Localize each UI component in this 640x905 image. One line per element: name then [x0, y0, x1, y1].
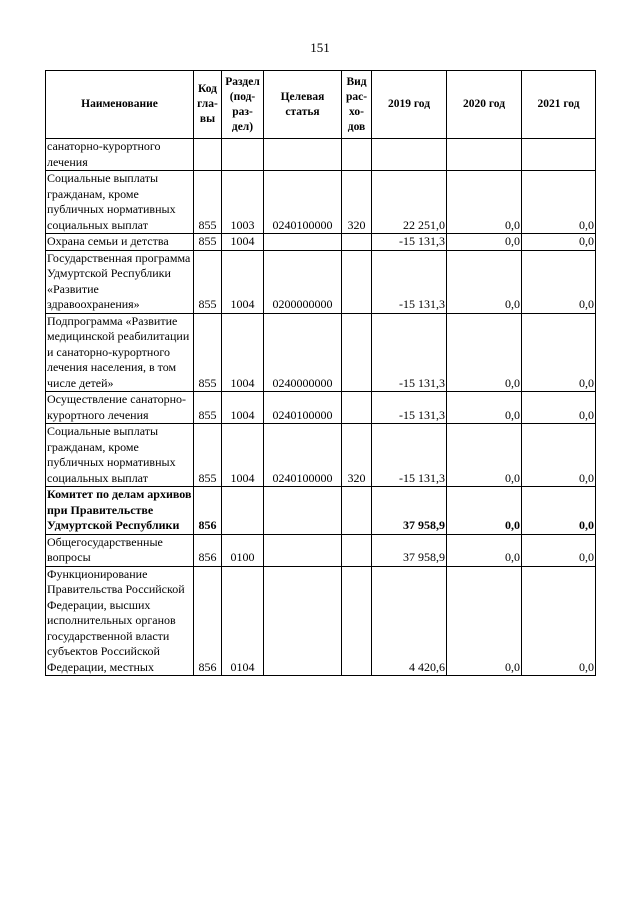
cell-2020: 0,0 — [447, 487, 522, 535]
cell-type — [342, 487, 372, 535]
cell-2021: 0,0 — [522, 171, 596, 234]
table-row — [46, 566, 596, 676]
header-2019: 2019 год — [372, 71, 447, 139]
cell-target — [264, 487, 342, 535]
cell-section: 1004 — [222, 250, 264, 313]
cell-target: 0200000000 — [264, 250, 342, 313]
table-row — [46, 313, 596, 392]
cell-code: 855 — [194, 171, 222, 234]
table-row — [46, 534, 596, 566]
cell-target — [264, 139, 342, 171]
cell-2021: 0,0 — [522, 250, 596, 313]
cell-2019: -15 131,3 — [372, 424, 447, 487]
cell-section: 1003 — [222, 171, 264, 234]
cell-type — [342, 250, 372, 313]
cell-section: 0100 — [222, 534, 264, 566]
cell-2021: 0,0 — [522, 313, 596, 392]
cell-name: Охрана семьи и детства — [46, 234, 194, 251]
cell-name: санаторно-курортного лечения — [46, 139, 194, 171]
cell-2019: -15 131,3 — [372, 234, 447, 251]
table-row — [46, 171, 596, 234]
cell-type — [342, 566, 372, 676]
cell-2019: 22 251,0 — [372, 171, 447, 234]
cell-name: Государственная программа Удмуртской Республики «Развитие здравоохранения» — [46, 250, 194, 313]
cell-section: 1004 — [222, 424, 264, 487]
cell-2021: 0,0 — [522, 534, 596, 566]
cell-name: Общегосударственные вопросы — [46, 534, 194, 566]
cell-2019: -15 131,3 — [372, 313, 447, 392]
cell-2020 — [447, 139, 522, 171]
cell-name: Подпрограмма «Развитие медицинской реабилитации и санаторно-курортного лечения населения, в том числе детей» — [46, 313, 194, 392]
header-target: Целевая статья — [264, 71, 342, 139]
cell-name: Осуществление санаторно-курортного лечения — [46, 392, 194, 424]
cell-code: 855 — [194, 424, 222, 487]
cell-target: 0240100000 — [264, 392, 342, 424]
cell-2020: 0,0 — [447, 234, 522, 251]
cell-target — [264, 234, 342, 251]
cell-section: 1004 — [222, 392, 264, 424]
cell-code: 856 — [194, 566, 222, 676]
cell-2021: 0,0 — [522, 487, 596, 535]
cell-2020: 0,0 — [447, 566, 522, 676]
cell-section: 0104 — [222, 566, 264, 676]
cell-section: 1004 — [222, 313, 264, 392]
cell-target: 0240100000 — [264, 171, 342, 234]
cell-2020: 0,0 — [447, 392, 522, 424]
cell-2021: 0,0 — [522, 566, 596, 676]
header-type: Вид рас-хо-дов — [342, 71, 372, 139]
cell-type: 320 — [342, 171, 372, 234]
cell-type — [342, 313, 372, 392]
cell-type — [342, 534, 372, 566]
cell-type — [342, 139, 372, 171]
cell-code: 855 — [194, 392, 222, 424]
table-row — [46, 250, 596, 313]
cell-2019 — [372, 139, 447, 171]
header-2021: 2021 год — [522, 71, 596, 139]
table-header-row — [46, 71, 596, 139]
budget-table — [45, 70, 596, 676]
cell-code: 856 — [194, 534, 222, 566]
cell-name: Комитет по делам архивов при Правительстве Удмуртской Республики — [46, 487, 194, 535]
table-row — [46, 234, 596, 251]
cell-code: 855 — [194, 313, 222, 392]
cell-2019: -15 131,3 — [372, 392, 447, 424]
cell-target: 0240000000 — [264, 313, 342, 392]
cell-type — [342, 234, 372, 251]
cell-2021: 0,0 — [522, 424, 596, 487]
cell-2020: 0,0 — [447, 313, 522, 392]
table-row — [46, 487, 596, 535]
cell-2020: 0,0 — [447, 171, 522, 234]
cell-code — [194, 139, 222, 171]
cell-2021: 0,0 — [522, 392, 596, 424]
header-code: Код гла-вы — [194, 71, 222, 139]
cell-type — [342, 392, 372, 424]
cell-code: 856 — [194, 487, 222, 535]
cell-target — [264, 566, 342, 676]
cell-2019: 4 420,6 — [372, 566, 447, 676]
cell-name: Социальные выплаты гражданам, кроме публичных нормативных социальных выплат — [46, 171, 194, 234]
cell-2019: -15 131,3 — [372, 250, 447, 313]
cell-2021 — [522, 139, 596, 171]
cell-2021: 0,0 — [522, 234, 596, 251]
cell-code: 855 — [194, 234, 222, 251]
table-row — [46, 424, 596, 487]
table-row — [46, 392, 596, 424]
cell-2020: 0,0 — [447, 250, 522, 313]
cell-type: 320 — [342, 424, 372, 487]
cell-2019: 37 958,9 — [372, 534, 447, 566]
cell-section: 1004 — [222, 234, 264, 251]
cell-target — [264, 534, 342, 566]
cell-target: 0240100000 — [264, 424, 342, 487]
cell-name: Социальные выплаты гражданам, кроме публичных нормативных социальных выплат — [46, 424, 194, 487]
header-name: Наименование — [46, 71, 194, 139]
table-body — [46, 139, 596, 676]
cell-2020: 0,0 — [447, 424, 522, 487]
cell-code: 855 — [194, 250, 222, 313]
cell-section — [222, 139, 264, 171]
cell-section — [222, 487, 264, 535]
header-section: Раздел (под-раз-дел) — [222, 71, 264, 139]
cell-name: Функционирование Правительства Российской Федерации, высших исполнительных органов государственной власти субъектов Российской Федерации, местных — [46, 566, 194, 676]
cell-2020: 0,0 — [447, 534, 522, 566]
cell-2019: 37 958,9 — [372, 487, 447, 535]
header-2020: 2020 год — [447, 71, 522, 139]
page-number: 151 — [310, 40, 330, 55]
table-row — [46, 139, 596, 171]
